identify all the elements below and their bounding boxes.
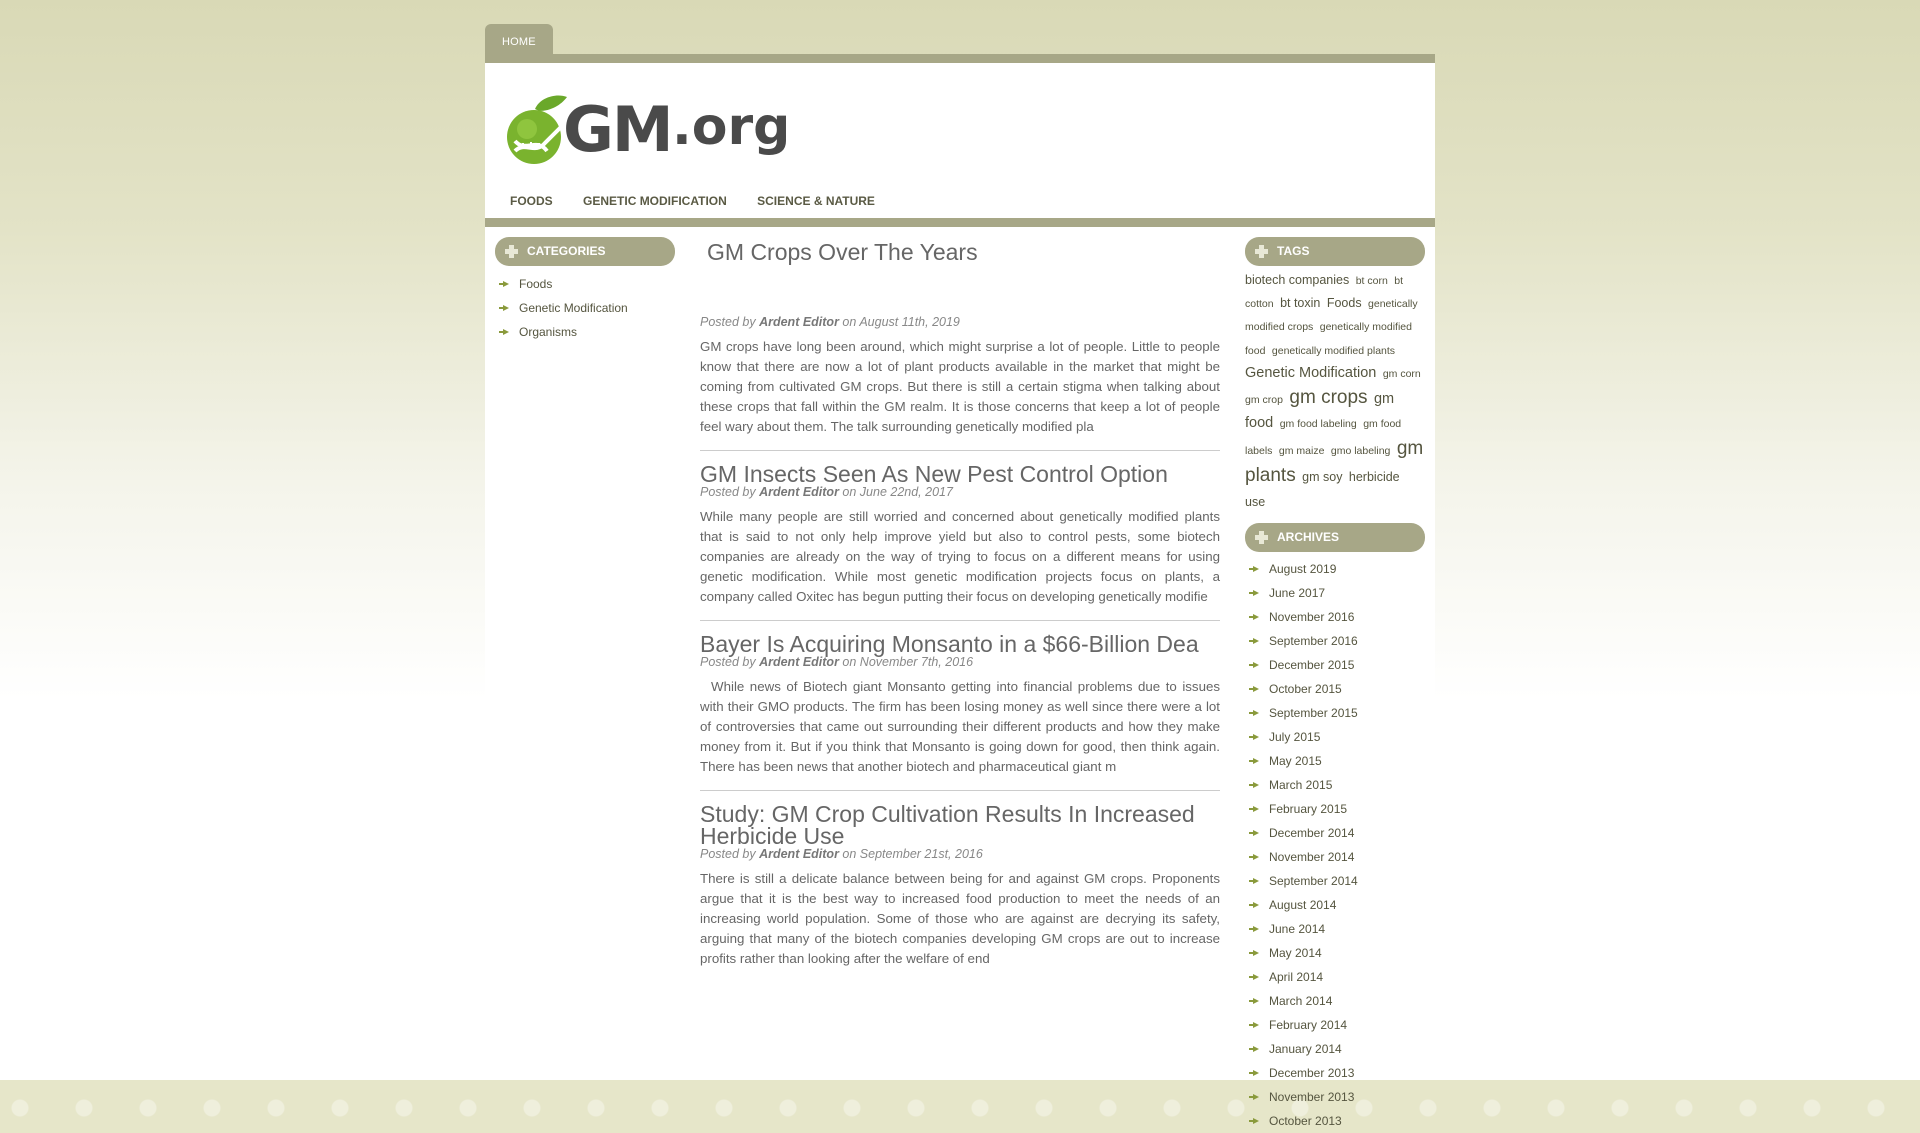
arrow-bullet-icon <box>503 305 509 311</box>
site-header <box>485 63 1435 218</box>
archive-item[interactable] <box>1253 653 1425 677</box>
left-sidebar <box>495 237 675 344</box>
tag-link[interactable]: gm food labeling <box>1279 418 1357 431</box>
post-title[interactable]: Bayer Is Acquiring Monsanto in a $66-Billion Dea <box>700 631 1199 657</box>
post-divider <box>700 450 1220 451</box>
archive-label: March 2015 <box>1269 777 1333 792</box>
posted-by-label: Posted by <box>700 655 756 669</box>
plus-icon <box>1254 530 1269 545</box>
archive-label: January 2014 <box>1269 1041 1342 1056</box>
archive-item[interactable] <box>1253 917 1425 941</box>
tag-link[interactable]: gm maize <box>1278 444 1325 457</box>
archive-label: August 2019 <box>1269 561 1337 576</box>
archive-label: August 2014 <box>1269 897 1337 912</box>
archive-item[interactable] <box>1253 581 1425 605</box>
tag-link[interactable]: gm crops <box>1289 386 1368 408</box>
archive-item[interactable] <box>1253 965 1425 989</box>
archive-item[interactable] <box>1253 557 1425 581</box>
category-item[interactable] <box>503 272 675 296</box>
archive-item[interactable] <box>1253 1061 1425 1085</box>
archive-label: December 2013 <box>1269 1065 1355 1080</box>
arrow-bullet-icon <box>1253 1022 1259 1028</box>
archive-label: June 2017 <box>1269 585 1326 600</box>
archive-item[interactable] <box>1253 989 1425 1013</box>
archive-label: March 2014 <box>1269 993 1333 1008</box>
post <box>700 631 1224 777</box>
archive-label: September 2015 <box>1269 705 1358 720</box>
arrow-bullet-icon <box>1253 662 1259 668</box>
tag-link[interactable]: gm soy <box>1302 470 1343 485</box>
right-sidebar <box>1245 237 1425 1133</box>
post-author[interactable]: Ardent Editor <box>759 655 839 669</box>
arrow-bullet-icon <box>1253 1070 1259 1076</box>
category-nav <box>510 194 902 208</box>
category-label: Foods <box>519 277 553 291</box>
arrow-bullet-icon <box>1253 1094 1259 1100</box>
tag-link[interactable]: bt cotton <box>1245 275 1404 311</box>
archive-item[interactable] <box>1253 749 1425 773</box>
post-title[interactable]: GM Crops Over The Years <box>707 239 978 265</box>
tags-header <box>1245 237 1425 266</box>
arrow-bullet-icon <box>1253 590 1259 596</box>
tag-cloud <box>1245 268 1425 513</box>
post <box>700 463 1220 607</box>
archive-label: February 2014 <box>1269 1017 1348 1032</box>
archive-item[interactable] <box>1253 629 1425 653</box>
arrow-bullet-icon <box>1253 1118 1259 1124</box>
arrow-bullet-icon <box>1253 758 1259 764</box>
post-title[interactable]: GM Insects Seen As New Pest Control Option <box>700 461 1168 487</box>
tag-link[interactable]: Genetic Modification <box>1245 364 1377 381</box>
archives-list <box>1245 557 1425 1133</box>
plus-icon <box>504 244 519 259</box>
post-author[interactable]: Ardent Editor <box>759 315 839 329</box>
top-bar <box>485 54 1435 63</box>
categories-title: CATEGORIES <box>527 244 606 258</box>
categories-header <box>495 237 675 266</box>
post-date: on June 22nd, 2017 <box>842 485 953 499</box>
archive-item[interactable] <box>1253 893 1425 917</box>
archive-label: September 2016 <box>1269 633 1358 648</box>
post-excerpt: While news of Biotech giant Monsanto getting into financial problems due to issues with their GMO products. The firm has been losing money as well since there were a lot of controversies that came out surrounding their different products and how they make money from it. But if you think that Monsanto is going down for good, then think again. There has been news that another biotech and pharmaceutical giant m <box>700 679 1224 774</box>
arrow-bullet-icon <box>503 329 509 335</box>
tag-link[interactable]: gmo labeling <box>1330 444 1391 457</box>
archive-label: February 2015 <box>1269 801 1348 816</box>
archives-header <box>1245 523 1425 552</box>
post-excerpt: GM crops have long been around, which might surprise a lot of people. Little to people know that there are now a lot of plant products available in the market that might be coming from cultivated GM crops. But there is still a certain stigma when talking about these crops that fall within the GM realm. It is those concerns that keep a lot of people feel wary about them. The talk surrounding genetically modified pla <box>700 339 1220 434</box>
tag-link[interactable]: bt corn <box>1355 275 1388 287</box>
posted-by-label: Posted by <box>700 485 756 499</box>
arrow-bullet-icon <box>1253 1046 1259 1052</box>
post <box>700 227 1220 437</box>
archive-label: May 2014 <box>1269 945 1322 960</box>
archive-item[interactable] <box>1253 1037 1425 1061</box>
arrow-bullet-icon <box>1253 686 1259 692</box>
tag-link[interactable]: genetically modified plants <box>1271 344 1396 357</box>
category-bar <box>485 218 1435 227</box>
arrow-bullet-icon <box>1253 830 1259 836</box>
archive-label: May 2015 <box>1269 753 1322 768</box>
arrow-bullet-icon <box>1253 902 1259 908</box>
post-author[interactable]: Ardent Editor <box>759 847 839 861</box>
archive-item[interactable] <box>1253 677 1425 701</box>
category-label: Organisms <box>519 325 578 339</box>
archive-item[interactable] <box>1253 773 1425 797</box>
nav-genetic-modification[interactable]: GENETIC MODIFICATION <box>583 194 727 208</box>
archive-item[interactable] <box>1253 941 1425 965</box>
arrow-bullet-icon <box>1253 614 1259 620</box>
archive-item[interactable] <box>1253 605 1425 629</box>
arrow-bullet-icon <box>1253 566 1259 572</box>
logo-suffix: .org <box>672 97 791 157</box>
arrow-bullet-icon <box>1253 950 1259 956</box>
archive-label: November 2016 <box>1269 609 1355 624</box>
post-divider <box>700 790 1220 791</box>
tag-link[interactable]: gm crop <box>1245 393 1283 406</box>
tags-title: TAGS <box>1277 244 1310 258</box>
archive-item[interactable] <box>1253 1085 1425 1109</box>
top-nav <box>485 24 553 54</box>
tag-link[interactable]: bt toxin <box>1280 296 1321 311</box>
post-date: on August 11th, 2019 <box>842 315 960 329</box>
tag-link[interactable]: gm food <box>1245 390 1395 432</box>
tag-link[interactable]: gm corn <box>1382 367 1421 380</box>
archive-item[interactable] <box>1253 821 1425 845</box>
tag-link[interactable]: biotech companies <box>1245 273 1350 287</box>
posted-by-label: Posted by <box>700 847 756 861</box>
arrow-bullet-icon <box>503 281 509 287</box>
post <box>700 803 1220 969</box>
post-meta <box>700 655 1220 669</box>
post-divider <box>700 620 1220 621</box>
arrow-bullet-icon <box>1253 638 1259 644</box>
tag-link[interactable]: genetically modified crops <box>1245 298 1418 334</box>
nav-science-nature[interactable]: SCIENCE & NATURE <box>757 194 875 208</box>
archive-label: October 2015 <box>1269 681 1342 696</box>
tag-link[interactable]: gm food labels <box>1245 418 1402 457</box>
arrow-bullet-icon <box>1253 878 1259 884</box>
tag-link[interactable]: gm plants <box>1245 437 1424 487</box>
category-label: Genetic Modification <box>519 301 628 315</box>
site-logo[interactable] <box>505 91 795 169</box>
archive-label: July 2015 <box>1269 729 1321 744</box>
category-item[interactable] <box>503 320 675 344</box>
arrow-bullet-icon <box>1253 782 1259 788</box>
archive-label: September 2014 <box>1269 873 1358 888</box>
archive-item[interactable] <box>1253 845 1425 869</box>
post-meta <box>700 847 1220 861</box>
post-date: on September 21st, 2016 <box>842 847 983 861</box>
archive-label: April 2014 <box>1269 969 1324 984</box>
post-meta <box>700 315 1220 329</box>
arrow-bullet-icon <box>1253 974 1259 980</box>
tag-link[interactable]: Foods <box>1326 296 1362 311</box>
logo-brand: GM <box>563 93 672 166</box>
archive-item[interactable] <box>1253 1013 1425 1037</box>
post-excerpt: While many people are still worried and concerned about genetically modified plants that is said to not only help improve yield but also to control pests, some biotech companies are already on the way of trying to focus on a different means for using genetic modification. While most genetic modification projects focus on plants, a company called Oxitec has begun putting their focus on developing genetically modifie <box>700 509 1220 604</box>
arrow-bullet-icon <box>1253 998 1259 1004</box>
archive-label: October 2013 <box>1269 1113 1342 1128</box>
archive-item[interactable] <box>1253 797 1425 821</box>
content-area <box>485 227 1435 1128</box>
post-list <box>700 227 1224 969</box>
arrow-bullet-icon <box>1253 734 1259 740</box>
post-author[interactable]: Ardent Editor <box>759 485 839 499</box>
post-title[interactable]: Study: GM Crop Cultivation Results In Increased Herbicide Use <box>700 801 1195 849</box>
archive-label: November 2014 <box>1269 849 1355 864</box>
post-date: on November 7th, 2016 <box>842 655 974 669</box>
archive-item[interactable] <box>1253 725 1425 749</box>
home-tab[interactable]: HOME <box>485 24 553 55</box>
site-wrapper <box>485 0 1435 1128</box>
plus-icon <box>1254 244 1269 259</box>
categories-list <box>495 272 675 344</box>
nav-foods[interactable]: FOODS <box>510 194 553 208</box>
archive-item[interactable] <box>1253 869 1425 893</box>
archives-title: ARCHIVES <box>1277 529 1340 544</box>
archive-item[interactable] <box>1253 1109 1425 1133</box>
tag-link[interactable]: genetically modified food <box>1245 321 1412 357</box>
arrow-bullet-icon <box>1253 926 1259 932</box>
archive-label: December 2015 <box>1269 657 1355 672</box>
post-excerpt: There is still a delicate balance between being for and against GM crops. Proponents argue that it is the best way to increased food production to meet the needs of an increasing world population. Some of those who are against are decrying its safety, arguing that many of the biotech companies developing GM crops are out to increase profits rather than looking after the welfare of end <box>700 871 1220 966</box>
tag-link[interactable]: herbicide use <box>1245 470 1400 509</box>
archive-label: December 2014 <box>1269 825 1355 840</box>
archive-label: June 2014 <box>1269 921 1326 936</box>
archive-item[interactable] <box>1253 701 1425 725</box>
post-meta <box>700 485 1220 499</box>
archive-label: November 2013 <box>1269 1089 1355 1104</box>
posted-by-label: Posted by <box>700 315 756 329</box>
category-item[interactable] <box>503 296 675 320</box>
arrow-bullet-icon <box>1253 806 1259 812</box>
arrow-bullet-icon <box>1253 854 1259 860</box>
arrow-bullet-icon <box>1253 710 1259 716</box>
